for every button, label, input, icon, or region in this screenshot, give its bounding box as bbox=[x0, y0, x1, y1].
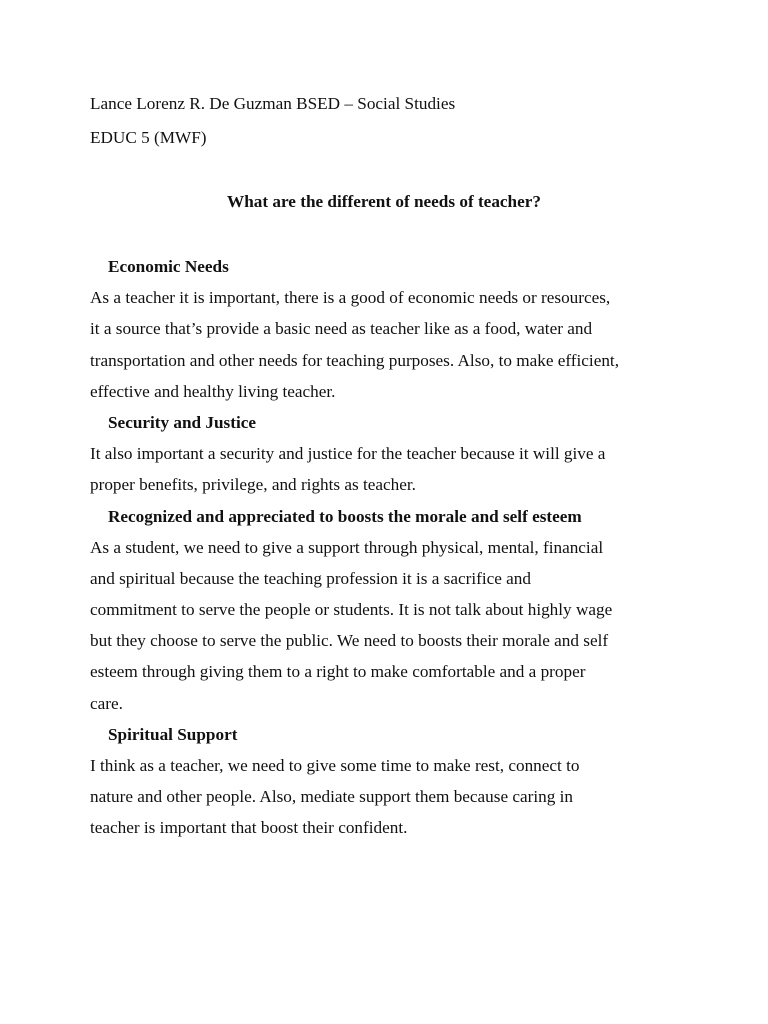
paragraph-line: It also important a security and justice for the teacher because it will give a bbox=[90, 444, 606, 464]
paragraph-line: proper benefits, privilege, and rights as teacher. bbox=[90, 475, 416, 495]
section-spiritual-support bbox=[90, 719, 650, 844]
section-heading: Economic Needs bbox=[108, 257, 229, 276]
paragraph-line: and spiritual because the teaching profession it is a sacrifice and bbox=[90, 568, 531, 588]
section-paragraph bbox=[90, 532, 650, 719]
section-heading: Recognized and appreciated to boosts the morale and self esteem bbox=[108, 506, 582, 526]
section-paragraph bbox=[90, 750, 650, 844]
document-title: What are the different of needs of teacher? bbox=[227, 192, 541, 211]
paragraph-line: teacher is important that boost their confident. bbox=[90, 818, 408, 838]
paragraph-line: As a teacher it is important, there is a good of economic needs or resources, bbox=[90, 288, 611, 308]
section-paragraph bbox=[90, 438, 650, 500]
course-line: EDUC 5 (MWF) bbox=[90, 128, 207, 147]
section-heading: Spiritual Support bbox=[108, 724, 238, 744]
paragraph-line: effective and healthy living teacher. bbox=[90, 381, 336, 401]
paragraph-line: it a source that’s provide a basic need as teacher like as a food, water and bbox=[90, 319, 593, 339]
paragraph-line: I think as a teacher, we need to give some time to make rest, connect to bbox=[90, 756, 580, 775]
paragraph-line: As a student, we need to give a support through physical, mental, financial bbox=[90, 537, 604, 557]
section-recognized-and-appreciated bbox=[90, 501, 650, 719]
section-security-and-justice bbox=[90, 407, 650, 501]
paragraph-line: commitment to serve the people or students. It is not talk about highly wage bbox=[90, 600, 613, 620]
document-body bbox=[90, 251, 650, 844]
paragraph-line: but they choose to serve the public. We need to boosts their morale and self bbox=[90, 631, 609, 651]
section-economic-needs bbox=[90, 251, 650, 407]
paragraph-line: nature and other people. Also, mediate support them because caring in bbox=[90, 787, 574, 807]
author-line: Lance Lorenz R. De Guzman BSED – Social Studies bbox=[90, 94, 456, 113]
section-heading: Security and Justice bbox=[108, 412, 256, 432]
paragraph-line: care. bbox=[90, 693, 123, 713]
paragraph-line: esteem through giving them to a right to make comfortable and a proper bbox=[90, 662, 586, 682]
section-paragraph bbox=[90, 282, 650, 407]
paragraph-line: transportation and other needs for teaching purposes. Also, to make efficient, bbox=[90, 350, 620, 370]
